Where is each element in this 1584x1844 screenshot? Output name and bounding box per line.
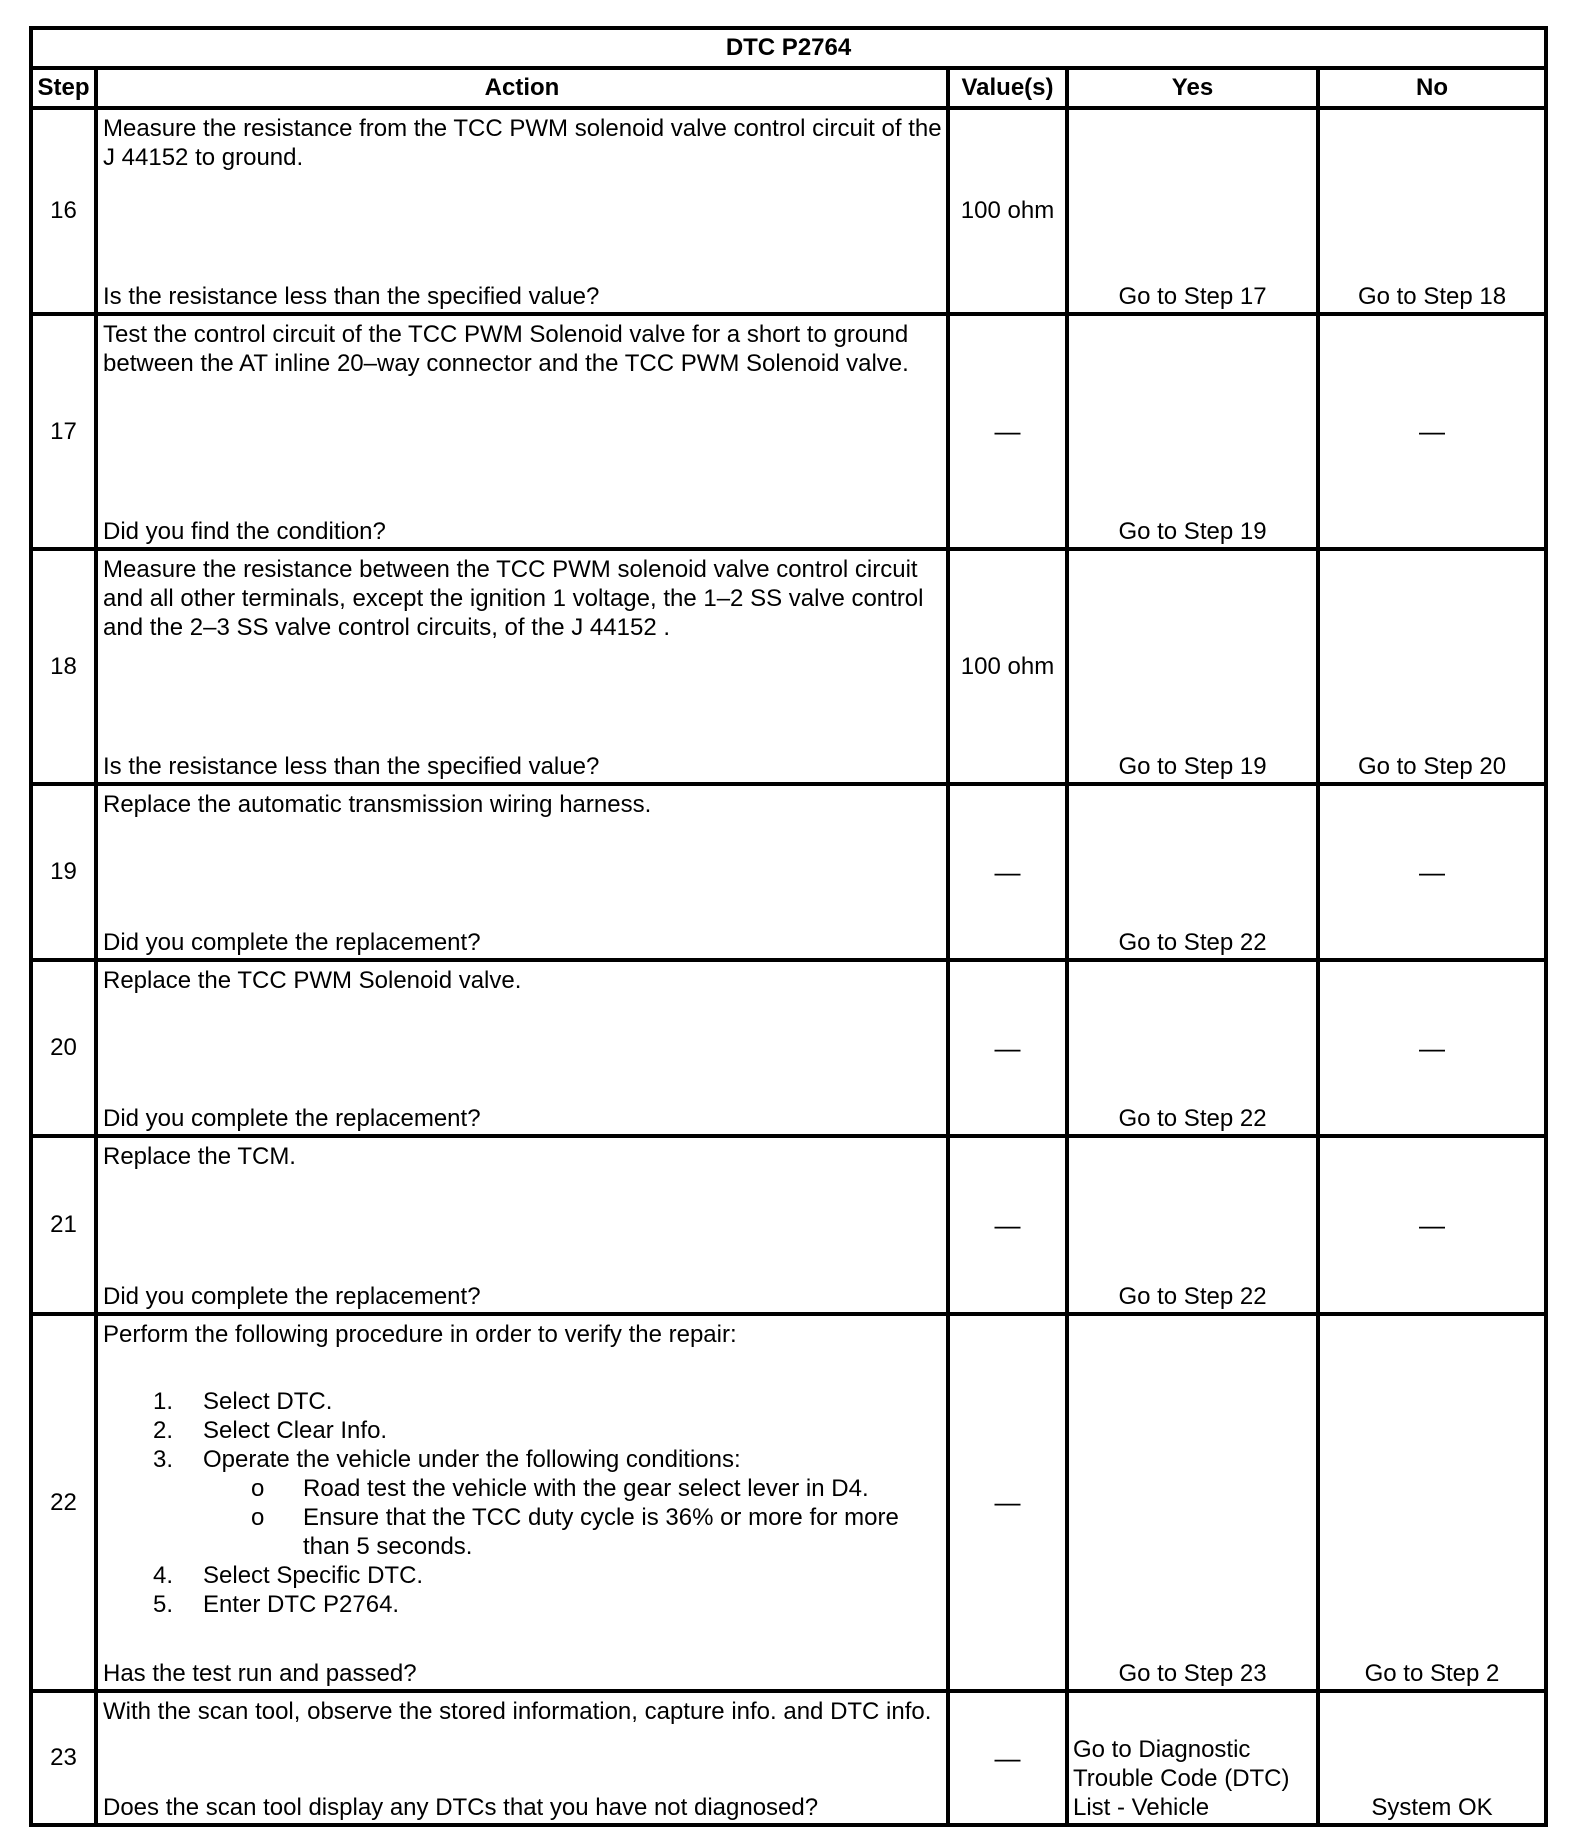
step-number: 22 — [31, 1314, 96, 1691]
list-item-text: Select Clear Info. — [203, 1417, 388, 1444]
list-item-text: Enter DTC P2764. — [203, 1591, 400, 1618]
value-cell: — — [948, 784, 1067, 960]
no-cell: — — [1318, 314, 1546, 549]
step-number: 20 — [31, 960, 96, 1136]
header-no: No — [1318, 68, 1546, 108]
action-text: Replace the automatic transmission wiring harness. — [103, 791, 652, 818]
yes-cell — [1067, 1314, 1318, 1691]
step-number: 18 — [31, 549, 96, 784]
table-row — [31, 314, 1546, 549]
table-row — [31, 1691, 1546, 1825]
procedure-intro: Perform the following procedure in order to verify the repair: — [103, 1321, 737, 1348]
list-item — [103, 1416, 942, 1445]
step-number: 23 — [31, 1691, 96, 1825]
dtc-table — [29, 26, 1548, 1827]
action-text: With the scan tool, observe the stored information, capture info. and DTC info. — [103, 1698, 932, 1725]
step-number: 19 — [31, 784, 96, 960]
no-cell — [1318, 1691, 1546, 1825]
yes-link[interactable]: Go to Step 22 — [1118, 1105, 1267, 1132]
header-step: Step — [31, 68, 96, 108]
list-item-number: 4. — [153, 1562, 174, 1589]
list-item — [103, 1445, 942, 1561]
table-title: DTC P2764 — [31, 28, 1546, 68]
value-cell: 100 ohm — [948, 549, 1067, 784]
value-cell: 100 ohm — [948, 108, 1067, 314]
no-cell: — — [1318, 960, 1546, 1136]
action-question: Did you complete the replacement? — [103, 929, 481, 956]
table-row — [31, 108, 1546, 314]
no-cell: — — [1318, 1136, 1546, 1314]
yes-cell — [1067, 1691, 1318, 1825]
sub-list-item — [203, 1474, 942, 1503]
no-cell: — — [1318, 784, 1546, 960]
yes-cell — [1067, 784, 1318, 960]
action-text: Replace the TCC PWM Solenoid valve. — [103, 967, 522, 994]
action-question: Is the resistance less than the specified value? — [103, 283, 600, 310]
yes-link[interactable]: Go to Step 19 — [1118, 753, 1267, 780]
action-cell — [96, 1136, 948, 1314]
action-question: Did you complete the replacement? — [103, 1283, 481, 1310]
step-number: 16 — [31, 108, 96, 314]
list-item — [103, 1561, 942, 1590]
header-yes: Yes — [1067, 68, 1318, 108]
list-item-number: 2. — [153, 1417, 174, 1444]
no-cell — [1318, 108, 1546, 314]
sub-list-item — [203, 1503, 942, 1561]
action-cell — [96, 960, 948, 1136]
yes-cell — [1067, 314, 1318, 549]
title-row — [31, 28, 1546, 68]
action-cell — [96, 108, 948, 314]
list-item-number: 3. — [153, 1446, 174, 1473]
action-cell — [96, 1691, 948, 1825]
action-question: Did you find the condition? — [103, 518, 386, 545]
action-text: Measure the resistance between the TCC PWM solenoid valve control circuit and all other terminals, except the ignition 1 voltage, the 1–2 SS valve control and the 2–3 SS valve control circuits, of the J 44152 . — [103, 556, 924, 641]
yes-link[interactable]: Go to Step 22 — [1118, 929, 1267, 956]
yes-cell — [1067, 960, 1318, 1136]
list-item-text: Operate the vehicle under the following conditions: — [203, 1446, 741, 1473]
value-cell: — — [948, 1314, 1067, 1691]
step-number: 17 — [31, 314, 96, 549]
table-row — [31, 1136, 1546, 1314]
value-cell: — — [948, 314, 1067, 549]
list-item-number: 1. — [153, 1388, 174, 1415]
yes-cell — [1067, 1136, 1318, 1314]
table-row — [31, 960, 1546, 1136]
value-cell: — — [948, 1136, 1067, 1314]
action-text: Test the control circuit of the TCC PWM Solenoid valve for a short to ground between the AT inline 20–way connector and the TCC PWM Solenoid valve. — [103, 321, 909, 377]
action-cell — [96, 314, 948, 549]
yes-link[interactable]: Go to Step 23 — [1118, 1660, 1267, 1687]
sub-list-item-text: Road test the vehicle with the gear select lever in D4. — [303, 1475, 869, 1502]
value-cell: — — [948, 1691, 1067, 1825]
yes-link[interactable]: Go to Step 22 — [1118, 1283, 1267, 1310]
header-values: Value(s) — [948, 68, 1067, 108]
yes-cell — [1067, 549, 1318, 784]
step-number: 21 — [31, 1136, 96, 1314]
yes-link[interactable]: Go to Diagnostic Trouble Code (DTC) List - Vehicle — [1073, 1736, 1290, 1821]
no-result: System OK — [1371, 1794, 1493, 1821]
action-question: Did you complete the replacement? — [103, 1105, 481, 1132]
yes-cell — [1067, 108, 1318, 314]
value-cell: — — [948, 960, 1067, 1136]
list-item — [103, 1590, 942, 1619]
no-link[interactable]: Go to Step 2 — [1364, 1660, 1500, 1687]
procedure-list — [103, 1387, 942, 1619]
action-question: Does the scan tool display any DTCs that you have not diagnosed? — [103, 1794, 819, 1821]
table-row — [31, 549, 1546, 784]
list-item — [103, 1387, 942, 1416]
yes-link[interactable]: Go to Step 19 — [1118, 518, 1267, 545]
action-question: Is the resistance less than the specified value? — [103, 753, 600, 780]
action-question: Has the test run and passed? — [103, 1660, 417, 1687]
no-cell — [1318, 549, 1546, 784]
no-link[interactable]: Go to Step 20 — [1357, 753, 1507, 780]
bullet-icon: o — [251, 1504, 265, 1531]
action-cell — [96, 549, 948, 784]
no-link[interactable]: Go to Step 18 — [1357, 283, 1507, 310]
header-action: Action — [96, 68, 948, 108]
sub-list-item-text: Ensure that the TCC duty cycle is 36% or more for more than 5 seconds. — [303, 1504, 899, 1560]
list-item-number: 5. — [153, 1591, 174, 1618]
no-cell — [1318, 1314, 1546, 1691]
action-cell — [96, 1314, 948, 1691]
action-text — [98, 1316, 946, 1619]
action-text: Replace the TCM. — [103, 1143, 296, 1170]
yes-link[interactable]: Go to Step 17 — [1118, 283, 1267, 310]
bullet-icon: o — [251, 1475, 265, 1502]
list-item-text: Select DTC. — [203, 1388, 333, 1415]
table-row — [31, 1314, 1546, 1691]
table-row — [31, 784, 1546, 960]
action-text: Measure the resistance from the TCC PWM solenoid valve control circuit of the J 44152 to ground. — [103, 115, 942, 171]
list-item-text: Select Specific DTC. — [203, 1562, 424, 1589]
sub-list — [203, 1474, 942, 1561]
header-row — [31, 68, 1546, 108]
action-cell — [96, 784, 948, 960]
